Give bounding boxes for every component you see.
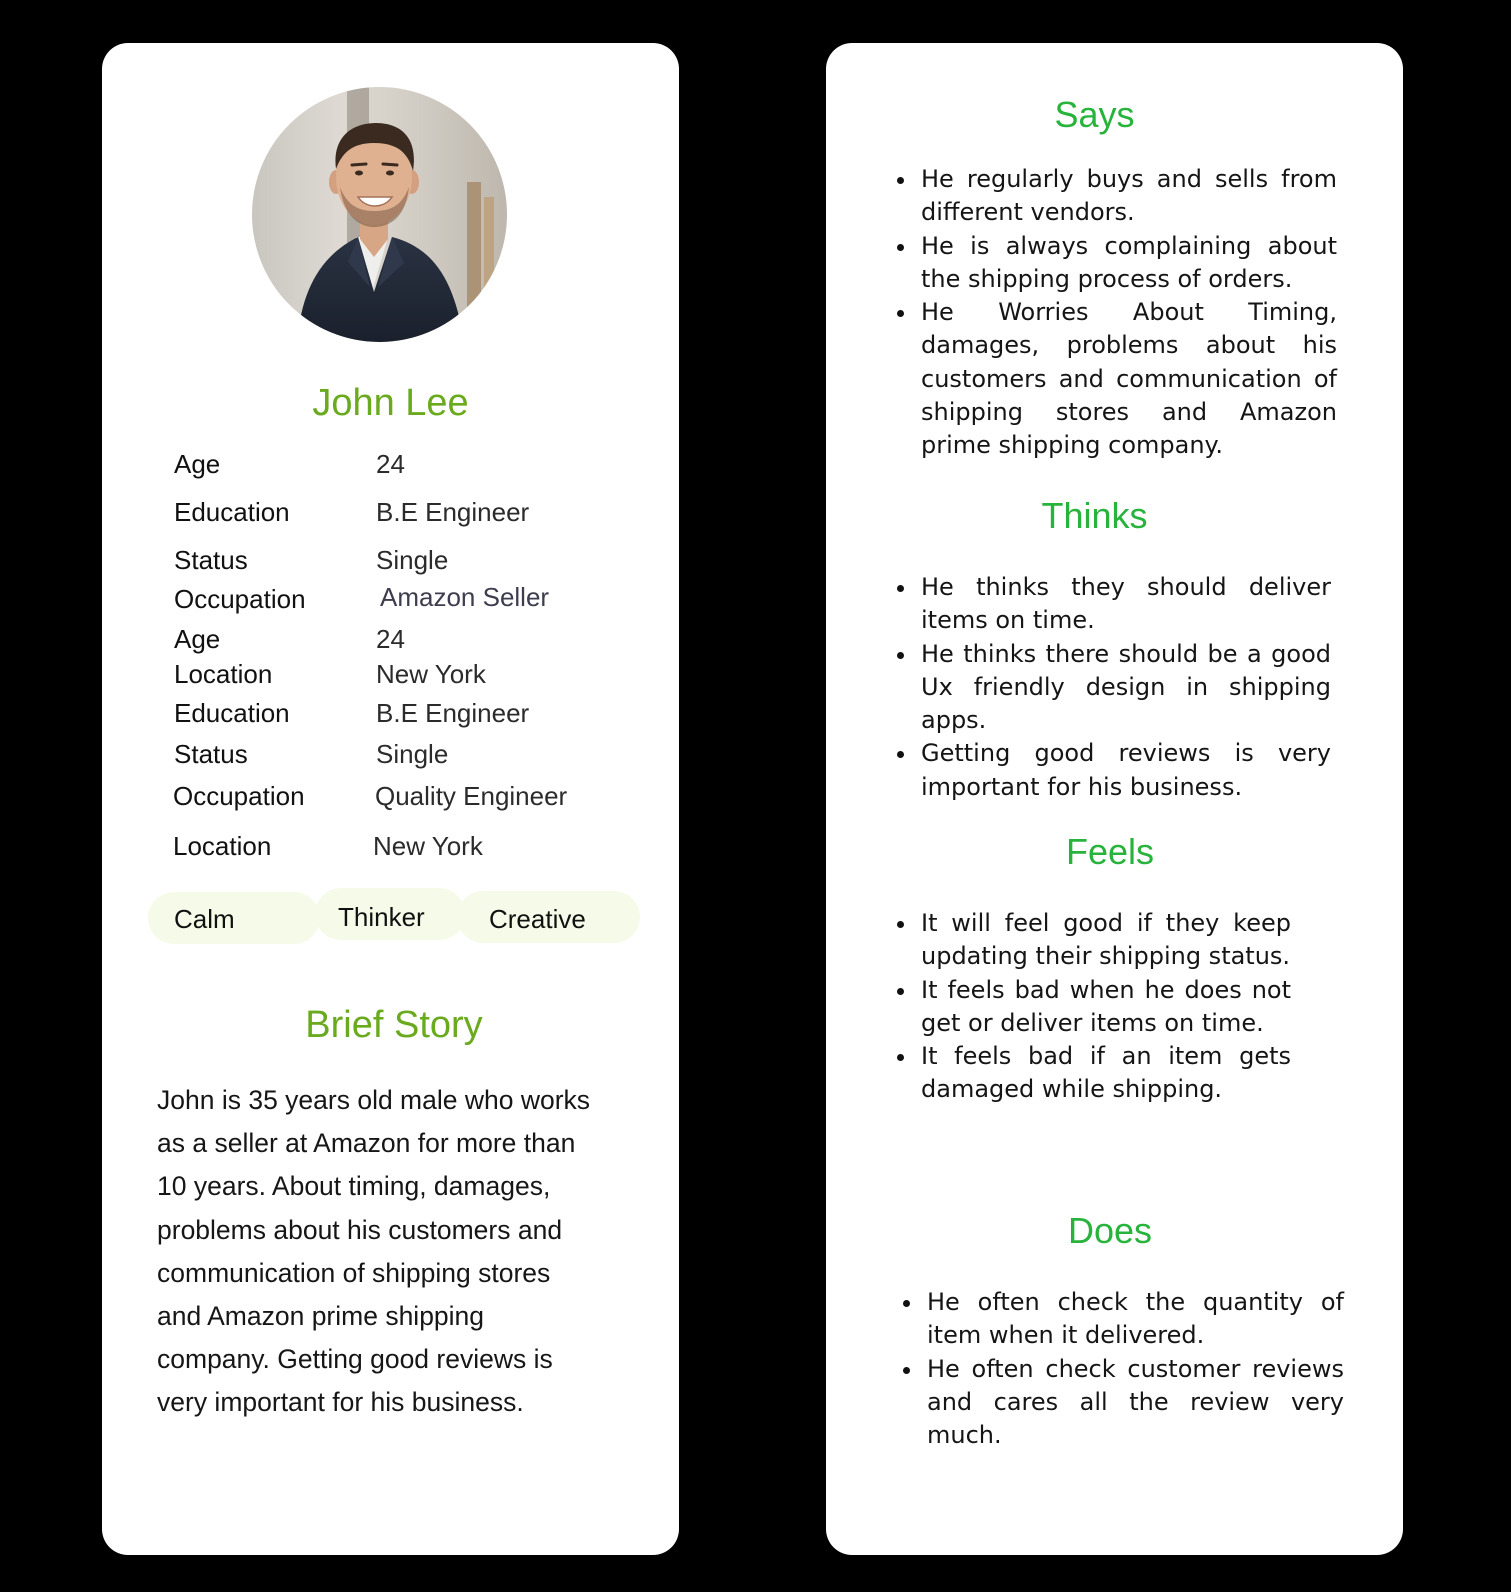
info-value-age-2: 24	[376, 624, 405, 654]
info-value-education-2: B.E Engineer	[376, 698, 530, 728]
does-title: Does	[1067, 1210, 1153, 1251]
avatar	[252, 87, 507, 342]
feels-list	[921, 907, 1291, 1107]
story-line: communication of shipping stores	[157, 1257, 551, 1288]
info-label-age: Age	[174, 449, 221, 479]
portrait-photo-icon	[252, 87, 507, 342]
story-line: and Amazon prime shipping	[157, 1301, 485, 1332]
info-label-occupation-2: Occupation	[173, 781, 305, 811]
list-item: He is always complaining about the shipping process of orders.	[921, 230, 1337, 297]
story-line: John is 35 years old male who works	[157, 1085, 591, 1115]
info-label-education: Education	[174, 497, 290, 527]
brief-story-text	[157, 1079, 657, 1425]
info-value-education: B.E Engineer	[376, 497, 530, 527]
thinks-title: Thinks	[1041, 495, 1148, 536]
list-item: It will feel good if they keep updating their shipping status.	[921, 907, 1291, 974]
story-line: problems about his customers and	[157, 1214, 563, 1245]
info-value-status-2: Single	[376, 739, 449, 769]
list-item: He regularly buys and sells from different vendors.	[921, 163, 1337, 230]
info-value-status: Single	[376, 545, 449, 575]
list-item: He often check customer reviews and cares all the review very much.	[927, 1353, 1344, 1453]
info-value-occupation-2: Quality Engineer	[375, 781, 568, 811]
does-list	[927, 1286, 1344, 1452]
info-label-education-2: Education	[174, 698, 290, 728]
story-line: as a seller at Amazon for more than	[157, 1128, 576, 1159]
info-label-location: Location	[174, 659, 273, 689]
info-label-occupation: Occupation	[174, 584, 306, 614]
trait-calm: Calm	[174, 904, 235, 934]
list-item: He thinks they should deliver items on time.	[921, 571, 1331, 638]
list-item: It feels bad if an item gets damaged while shipping.	[921, 1040, 1291, 1107]
info-value-occupation: Amazon Seller	[380, 582, 550, 612]
list-item: He thinks there should be a good Ux friendly design in shipping apps.	[921, 638, 1331, 738]
brief-story-title: Brief Story	[305, 1004, 483, 1046]
persona-name: John Lee	[312, 382, 469, 424]
says-title: Says	[1054, 94, 1135, 135]
info-label-age-2: Age	[174, 624, 221, 654]
trait-creative: Creative	[489, 904, 586, 934]
list-item: It feels bad when he does not get or deliver items on time.	[921, 974, 1291, 1041]
info-value-age: 24	[376, 449, 405, 479]
story-line: 10 years. About timing, damages,	[157, 1171, 551, 1202]
story-line: very important for his business.	[157, 1387, 524, 1418]
info-value-location: New York	[376, 659, 486, 689]
empathy-map-card	[826, 43, 1403, 1555]
info-value-location-2: New York	[373, 831, 483, 861]
thinks-list	[921, 571, 1331, 804]
trait-thinker: Thinker	[338, 902, 425, 932]
persona-card	[102, 43, 679, 1555]
info-label-location-2: Location	[173, 831, 272, 861]
says-list	[921, 163, 1337, 463]
list-item: Getting good reviews is very important for his business.	[921, 737, 1331, 804]
list-item: He often check the quantity of item when it delivered.	[927, 1286, 1344, 1353]
list-item: He Worries About Timing, damages, problems about his customers and communication of shipping stores and Amazon prime shipping company.	[921, 296, 1337, 462]
feels-title: Feels	[1065, 831, 1155, 872]
story-line: company. Getting good reviews is	[157, 1344, 553, 1375]
info-label-status-2: Status	[174, 739, 248, 769]
info-label-status: Status	[174, 545, 248, 575]
